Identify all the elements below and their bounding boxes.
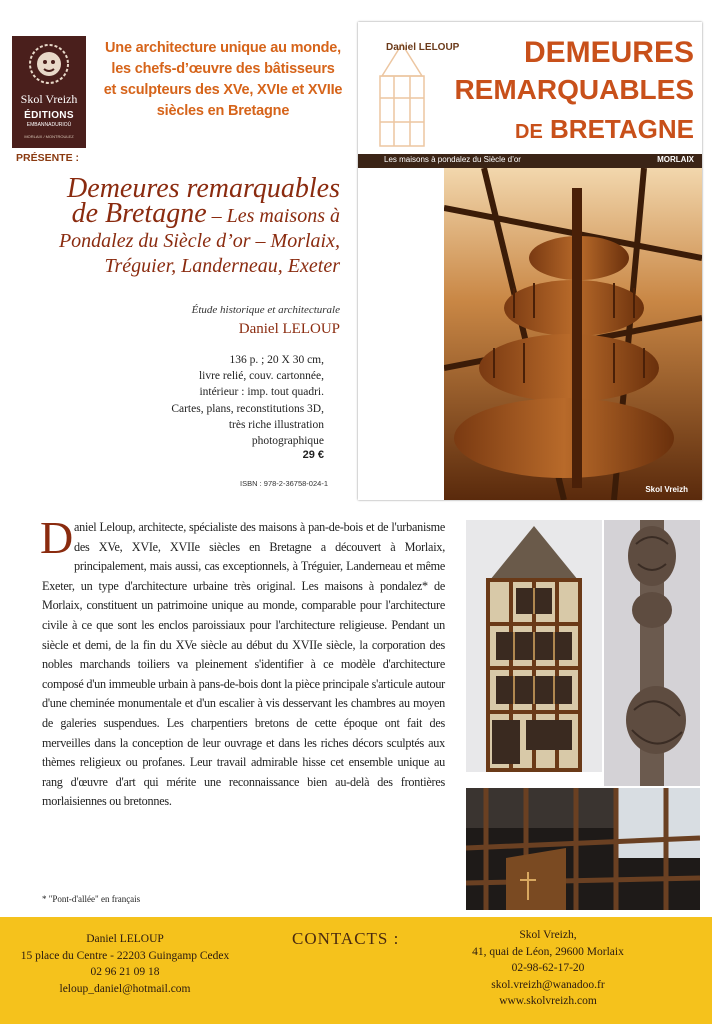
spec-line: intérieur : imp. tout quadri. <box>199 386 324 399</box>
contact-line: 15 place du Centre - 22203 Guingamp Cedex <box>20 949 230 962</box>
website-link[interactable]: www.skolvreizh.com <box>499 995 597 1008</box>
title-line-1: Demeures remarquables <box>67 173 340 204</box>
spiral-staircase-photo <box>444 168 702 500</box>
contact-email-link[interactable]: leloup_daniel@hotmail.com <box>59 982 191 995</box>
logo-brand: Skol Vreizh <box>20 92 78 106</box>
presente-label: PRÉSENTE : <box>16 152 80 164</box>
book-specs <box>150 352 324 449</box>
footnote: * "Pont-d'allée" en français <box>42 894 141 904</box>
contact-line: Skol Vreizh, <box>519 929 577 941</box>
timbered-house-image <box>466 520 602 772</box>
body-paragraph: aniel Leloup, architecte, spécialiste des maisons à pan-de-bois et de l'urbanisme des XVe, XVIe, XVIIe siècles en Bretagne a découvert à Morlaix, principalement, mais aussi, cas exceptionnels, à Tréguier, Landerneau et même Exeter, un type d'architecture urbaine très original. Les maisons à pondalez* de Morlaix, constituent un patrimoine unique au monde, comparable pour l'architecture civile à ce que sont les enclos paroissiaux pour l'architecture religieuse. Pendant un siècle et demi, de la fin du XVe siècle au début du XVIIe siècle, la corporation des nobles marchands toiliers va pleinement s'identifier à ce modèle d'architecture composé d'un immeuble urbain à pans-de-bois dont la pièce principale s'articule autour d'une cheminée monumentale et d'un escalier à vis desservant les chambres au moyen de galeries suspendues. Les charpentiers bretons de cette époque ont fait des merveilles dans la conception de leur ouvrage et dans les riches décors sculptés aux thèmes religieux ou profanes. Leur travail admirable hisse cet ensemble unique au rang d'œuvre d'art qui mérite une reconnaissance bien au-delà des frontières morlaisiennes ou bretonnes. <box>42 520 445 809</box>
publisher-logo <box>12 36 86 148</box>
contacts-footer <box>0 917 712 1024</box>
contact-line: 02 96 21 09 18 <box>90 966 160 979</box>
title-line-2a: de Bretagne <box>71 198 207 229</box>
logo-imprint: EMBANNADURIOÙ <box>26 122 72 128</box>
book-author: Daniel LELOUP <box>238 321 340 337</box>
spec-line: livre relié, couv. cartonnée, <box>198 370 324 383</box>
cover-author: Daniel LELOUP <box>386 42 460 53</box>
contact-line: 41, quai de Léon, 29600 Morlaix <box>472 945 624 958</box>
spec-line: photographique <box>251 435 324 448</box>
publisher-contact <box>436 927 660 1010</box>
contact-email-link[interactable]: skol.vreizh@wanadoo.fr <box>491 978 605 991</box>
contact-line: Daniel LELOUP <box>86 933 164 945</box>
book-title <box>8 173 340 279</box>
carved-post-image <box>604 520 700 786</box>
interior-galleries-image <box>466 788 700 910</box>
title-line-4: Tréguier, Landerneau, Exeter <box>104 255 340 277</box>
book-cover <box>358 22 702 500</box>
drop-cap: D <box>40 512 73 563</box>
spec-line: 136 p. ; 20 X 30 cm, <box>229 354 324 366</box>
lion-emblem-icon <box>27 42 71 86</box>
title-line-2b: – Les maisons à <box>206 205 340 227</box>
cover-title-3b: BRETAGNE <box>550 114 694 144</box>
cover-publisher: Skol Vreizh <box>645 485 688 494</box>
cover-band <box>358 154 702 168</box>
author-contact <box>14 931 236 997</box>
tagline-line: les chefs-d’œuvre des bâtisseurs <box>111 61 335 77</box>
spec-line: Cartes, plans, reconstitutions 3D, <box>171 402 324 415</box>
cover-band-right: MORLAIX <box>657 155 694 164</box>
cover-title-3a: DE <box>515 121 543 143</box>
tagline-line: et sculpteurs des XVe, XVIe et XVIIe <box>103 82 343 98</box>
logo-towns: MORLAIX / MONTROULEZ <box>24 134 74 139</box>
book-subtitle: Étude historique et architecturale <box>191 304 340 316</box>
book-price: 29 € <box>302 449 324 461</box>
body-text <box>40 512 445 812</box>
cover-band-left: Les maisons à pondalez du Siècle d’or <box>384 155 521 164</box>
contacts-heading: CONTACTS : <box>292 929 400 948</box>
contact-line: 02-98-62-17-20 <box>511 962 585 975</box>
tagline <box>92 38 354 122</box>
spec-line: très riche illustration <box>228 418 324 431</box>
book-isbn: ISBN : 978-2-36758-024-1 <box>240 479 328 488</box>
cover-title-2: REMARQUABLES <box>454 74 694 105</box>
logo-editions: ÉDITIONS <box>24 110 74 121</box>
cover-title-1: DEMEURES <box>523 36 694 69</box>
tagline-line: siècles en Bretagne <box>156 103 290 119</box>
tagline-line: Une architecture unique au monde, <box>105 40 341 56</box>
title-line-3: Pondalez du Siècle d’or – Morlaix, <box>58 230 340 252</box>
